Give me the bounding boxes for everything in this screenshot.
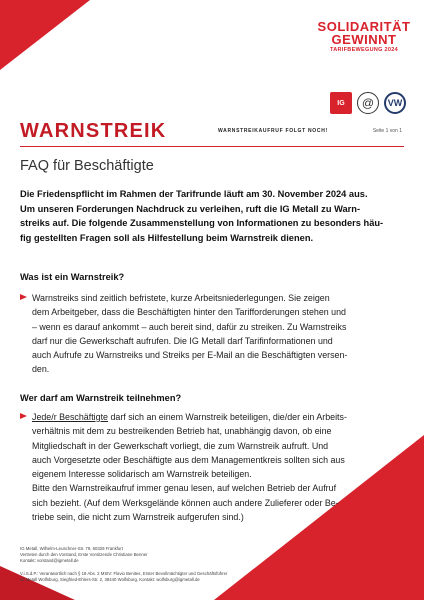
answer-line: verhältnis mit dem zu bestreikenden Betrieb hat, unabhängig davon, ob eine <box>32 426 332 437</box>
answer-text: darf sich an einem Warnstreik beteiligen, die/der ein Arbeits- <box>107 412 347 422</box>
answer-line: Warnstreiks sind zeitlich befristete, kurze Arbeitsniederlegungen. Sie zeigen <box>32 293 330 303</box>
answer-line: darf nur die Gewerkschaft aufrufen. Die IG Metall darf Tarifinformationen und <box>32 335 333 346</box>
answer-block <box>20 291 414 377</box>
answer-block <box>20 410 414 524</box>
answer-line: – wenn es darauf ankommt – auch bereit sind, dafür zu streiken. Zu Warnstreiks <box>32 321 347 332</box>
imprint-line: Vertreten durch den Vorstand, Erste Vorsitzende Christiane Benner <box>20 552 148 558</box>
page-title: FAQ für Beschäftigte <box>20 158 154 174</box>
header-row <box>20 120 404 142</box>
answer-line: den. <box>32 364 50 375</box>
answer-line: dem Arbeitgeber, dass die Beschäftigten hinter den Tarifforderungen stehen und <box>32 307 346 318</box>
answer-line: auch Aufrufe zu Warnstreiks und Streiks per E-Mail an die Beschäftigten versen- <box>32 350 348 361</box>
logo-line-2: GEWINNT <box>331 32 397 47</box>
answer-line: sich bezieht. (Auf dem Werksgelände können auch andere Zulieferer oder Be- <box>32 497 339 508</box>
answer-line: Mitgliedschaft in der Gewerkschaft vorliegt, die zum Warnstreik aufruft. Und <box>32 440 329 451</box>
logo-line-3: TARIFBEWEGUNG 2024 <box>330 47 398 53</box>
partner-logos <box>330 92 406 114</box>
warnstreik-heading: WARNSTREIK <box>20 120 167 142</box>
imprint-footer <box>20 546 260 583</box>
at-sign-icon: @ <box>357 92 379 114</box>
answer-line: eigenem Interesse solidarisch am Warnstreik beteiligen. <box>32 469 252 480</box>
imprint-line: IG Metall Wolfsburg, Siegfried-Ehlers-Str. 2, 38440 Wolfsburg, Kontakt: wolfsburg@igmetall.de <box>20 576 200 582</box>
answer-line: auch Vorgesetzte oder Beschäftigte aus dem Managementkreis sollten sich aus <box>32 454 345 465</box>
page-number: Seite 1 von 1 <box>372 128 402 134</box>
arrow-bullet-icon <box>20 413 27 419</box>
intro-paragraph <box>20 187 410 245</box>
solidaritaet-gewinnt-logo <box>314 20 414 54</box>
question-heading: Wer darf am Warnstreik teilnehmen? <box>20 393 182 403</box>
answer-line: Bitte den Warnstreikaufruf immer genau lesen, auf welchen Betrieb der Aufruf <box>32 483 337 494</box>
imprint-line: Kontakt: vorstand@igmetall.de <box>20 558 79 564</box>
corner-triangle-top-left <box>0 0 90 70</box>
logo-line-1: SOLIDARITÄT <box>317 19 411 34</box>
answer-line <box>32 410 414 424</box>
question-heading: Was ist ein Warnstreik? <box>20 272 125 282</box>
header-divider <box>20 146 404 147</box>
ig-metall-logo-icon: IG <box>330 92 352 114</box>
intro-line: fig gestellten Fragen soll als Hilfestellung beim Warnstreik dienen. <box>20 232 314 243</box>
answer-line: triebe sein, die nicht zum Warnstreik aufgerufen sind.) <box>32 512 244 523</box>
aufruf-note: WARNSTREIKAUFRUF FOLGT NOCH! <box>218 128 328 134</box>
imprint-line: IG Metall, Wilhelm-Leuschner-Str. 79, 60329 Frankfurt <box>20 546 123 551</box>
arrow-bullet-icon <box>20 294 27 300</box>
vw-logo-icon: VW <box>384 92 406 114</box>
underlined-text: Jede/r Beschäftigte <box>32 412 108 422</box>
intro-line: streiks auf. Die folgende Zusammenstellung von Informationen zu besonders häu- <box>20 218 384 229</box>
intro-line: Um unseren Forderungen Nachdruck zu verleihen, ruft die IG Metall zu Warn- <box>20 203 361 214</box>
imprint-line: V.i.S.d.P.: Verantwortlich nach § 18 Abs. 2 MStV: Flavio Benites, Erster Bevollmächtigter und Geschäftsführer <box>20 570 228 576</box>
intro-line: Die Friedenspflicht im Rahmen der Tarifrunde läuft am 30. November 2024 aus. <box>20 189 368 199</box>
